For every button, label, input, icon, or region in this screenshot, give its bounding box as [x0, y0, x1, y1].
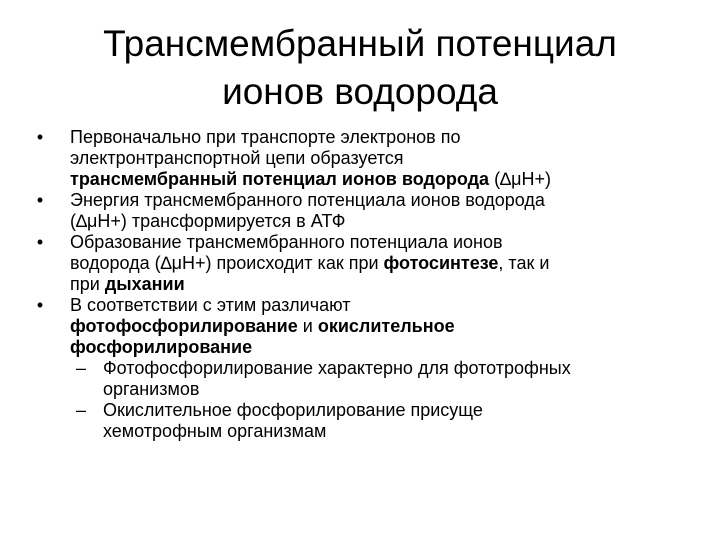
item-1-line-2: электронтранспортной цепи образуется	[70, 148, 404, 168]
item-1-line-1: Первоначально при транспорте электронов по	[70, 127, 461, 147]
title-line-1: Трансмембранный потенциал	[103, 23, 617, 64]
bullet-item-2	[30, 190, 700, 232]
item-2-line-1: Энергия трансмембранного потенциала ионов водорода	[70, 190, 545, 210]
title-line-2: ионов водорода	[222, 71, 498, 112]
bullet-icon: •	[36, 295, 44, 315]
item-4-line-2-mid: и	[297, 316, 318, 336]
sub-item-2	[30, 400, 700, 442]
item-3-line-3	[70, 274, 700, 295]
bullet-icon: •	[36, 232, 44, 252]
item-1-line-3	[70, 169, 700, 190]
item-1-bold-term: трансмембранный потенциал ионов водорода	[70, 169, 490, 189]
slide-body	[30, 127, 700, 442]
item-3-line-1: Образование трансмембранного потенциала ионов	[70, 232, 503, 252]
item-3-bold-photosynthesis: фотосинтезе	[383, 253, 499, 273]
item-3-line-2-b: , так и	[498, 253, 550, 273]
slide-title	[36, 20, 684, 116]
item-4-line-3	[70, 337, 700, 358]
sub-item-1-line-1: Фотофосфорилирование характерно для фототрофных	[103, 358, 571, 378]
item-2-line-2: (∆μН+) трансформируется в АТФ	[70, 211, 346, 231]
dash-icon: –	[76, 400, 87, 420]
bullet-item-4	[30, 295, 700, 358]
bullet-icon: •	[36, 127, 44, 147]
sub-item-2-line-1: Окислительное фосфорилирование присуще	[103, 400, 483, 420]
item-3-line-3-a: при	[70, 274, 105, 294]
item-3-bold-respiration: дыхании	[104, 274, 185, 294]
sub-item-1	[30, 358, 700, 400]
item-4-bold-photophosphorylation: фотофосфорилирование	[70, 316, 298, 336]
item-3-line-2-a: водорода (∆μН+) происходит как при	[70, 253, 384, 273]
item-4-line-1: В соответствии с этим различают	[70, 295, 351, 315]
item-4-bold-phosphorylation: фосфорилирование	[70, 337, 253, 357]
item-1-line-3-rest: (∆μН+)	[489, 169, 551, 189]
bullet-icon: •	[36, 190, 44, 210]
item-3-line-2	[70, 253, 700, 274]
sub-item-1-line-2: организмов	[103, 379, 200, 399]
sub-item-2-line-2: хемотрофным организмам	[103, 421, 327, 441]
item-4-line-2	[70, 316, 700, 337]
dash-icon: –	[76, 358, 87, 378]
bullet-item-1	[30, 127, 700, 190]
bullet-item-3	[30, 232, 700, 295]
item-4-bold-oxidative: окислительное	[317, 316, 455, 336]
